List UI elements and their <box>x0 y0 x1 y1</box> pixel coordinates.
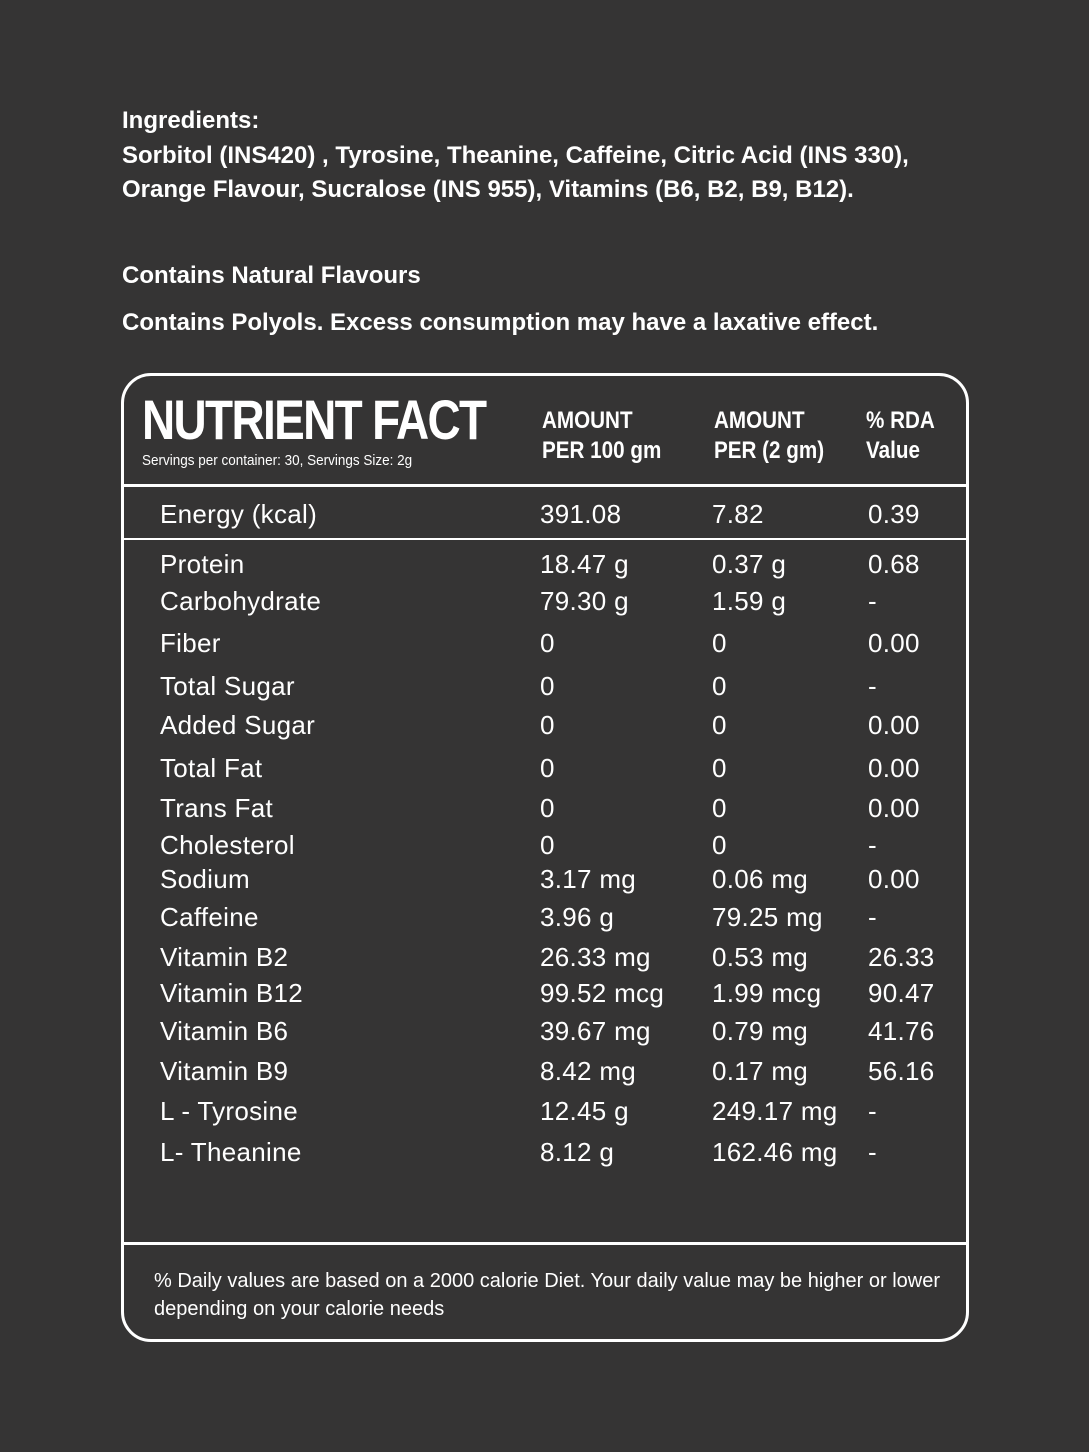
rda-value: 0.00 <box>868 864 920 894</box>
amount-per-100g: 0 <box>540 830 555 860</box>
rda-value: - <box>868 1096 877 1126</box>
daily-value-footnote: % Daily values are based on a 2000 calorie Diet. Your daily value may be higher or lower depending on your calorie needs <box>154 1270 941 1320</box>
amount-per-100g: 39.67 mg <box>540 1016 651 1046</box>
nutrient-name: Total Fat <box>160 753 263 783</box>
header-rda <box>866 406 935 466</box>
nutrient-name: Trans Fat <box>160 793 273 823</box>
table-row <box>124 709 966 741</box>
amount-per-100g: 0 <box>540 710 555 740</box>
rda-value: 0.00 <box>868 710 920 740</box>
table-row <box>124 792 966 824</box>
rda-value: - <box>868 1137 877 1167</box>
nutrient-name: Caffeine <box>160 902 259 932</box>
table-row <box>124 1015 966 1047</box>
table-row <box>124 1095 966 1127</box>
rda-value: 0.00 <box>868 753 920 783</box>
energy-per100: 391.08 <box>540 499 622 529</box>
nutrient-name: Protein <box>160 549 245 579</box>
rda-value: - <box>868 830 877 860</box>
table-row <box>124 670 966 702</box>
amount-per-serving: 249.17 mg <box>712 1096 838 1126</box>
table-row <box>124 863 966 895</box>
amount-per-100g: 3.96 g <box>540 902 615 932</box>
table-row <box>124 829 966 861</box>
amount-per-100g: 12.45 g <box>540 1096 629 1126</box>
amount-per-100g: 8.12 g <box>540 1137 615 1167</box>
amount-per-serving: 0 <box>712 830 727 860</box>
rda-value: 26.33 <box>868 942 935 972</box>
amount-per-serving: 0 <box>712 793 727 823</box>
nutrient-name: Carbohydrate <box>160 586 322 616</box>
header-per-100g-line1: AMOUNT <box>542 407 633 434</box>
nutrient-name: L - Tyrosine <box>160 1096 298 1126</box>
nutrient-name: Added Sugar <box>160 710 316 740</box>
amount-per-100g: 26.33 mg <box>540 942 651 972</box>
table-row <box>124 901 966 933</box>
amount-per-100g: 3.17 mg <box>540 864 637 894</box>
table-row <box>124 752 966 784</box>
polyols-warning: Contains Polyols. Excess consumption may have a laxative effect. <box>122 309 879 336</box>
table-row <box>124 941 966 973</box>
rda-value: 0.68 <box>868 549 920 579</box>
table-row <box>124 627 966 659</box>
amount-per-serving: 1.99 mcg <box>712 978 822 1008</box>
amount-per-serving: 162.46 mg <box>712 1137 838 1167</box>
amount-per-100g: 0 <box>540 628 555 658</box>
nutrient-name: Vitamin B9 <box>160 1056 289 1086</box>
rda-value: - <box>868 902 877 932</box>
amount-per-100g: 8.42 mg <box>540 1056 637 1086</box>
amount-per-100g: 18.47 g <box>540 549 629 579</box>
energy-name: Energy (kcal) <box>160 499 318 529</box>
nutrient-name: Fiber <box>160 628 221 658</box>
amount-per-serving: 1.59 g <box>712 586 787 616</box>
rda-value: - <box>868 586 877 616</box>
header-per-serving-line2: PER (2 gm) <box>714 437 825 464</box>
amount-per-serving: 0 <box>712 628 727 658</box>
nutrition-panel <box>121 373 969 1342</box>
amount-per-serving: 0 <box>712 671 727 701</box>
nutrient-name: Cholesterol <box>160 830 295 860</box>
table-row <box>124 585 966 617</box>
header-rda-line1: % RDA <box>866 407 935 434</box>
ingredients-text: Sorbitol (INS420) , Tyrosine, Theanine, Caffeine, Citric Acid (INS 330), Orange Flavour, Sucralose (INS 955), Vitamins (B6, B2, B9, B12). <box>122 141 909 203</box>
amount-per-serving: 0.37 g <box>712 549 787 579</box>
rda-value: 41.76 <box>868 1016 935 1046</box>
amount-per-serving: 0.53 mg <box>712 942 809 972</box>
header-rda-line2: Value <box>866 437 920 464</box>
nutrient-name: Vitamin B6 <box>160 1016 289 1046</box>
natural-flavours-note: Contains Natural Flavours <box>122 262 421 289</box>
table-row <box>124 1136 966 1168</box>
nutrient-name: Total Sugar <box>160 671 295 701</box>
amount-per-serving: 0.06 mg <box>712 864 809 894</box>
rda-value: 0.00 <box>868 628 920 658</box>
amount-per-serving: 79.25 mg <box>712 902 823 932</box>
nutrient-name: Sodium <box>160 864 250 894</box>
table-row <box>124 977 966 1009</box>
table-row <box>124 1055 966 1087</box>
header-per-serving <box>714 406 824 466</box>
rda-value: - <box>868 671 877 701</box>
amount-per-100g: 0 <box>540 671 555 701</box>
ingredients-heading: Ingredients: <box>122 107 260 134</box>
amount-per-serving: 0.79 mg <box>712 1016 809 1046</box>
amount-per-100g: 99.52 mcg <box>540 978 665 1008</box>
rda-value: 0.00 <box>868 793 920 823</box>
amount-per-serving: 0 <box>712 710 727 740</box>
table-row <box>124 548 966 580</box>
energy-rda: 0.39 <box>868 499 920 529</box>
energy-row <box>124 498 966 530</box>
rda-value: 90.47 <box>868 978 935 1008</box>
amount-per-100g: 0 <box>540 753 555 783</box>
rda-value: 56.16 <box>868 1056 935 1086</box>
header-per-100g-line2: PER 100 gm <box>542 437 662 464</box>
ingredients-block <box>122 104 942 208</box>
amount-per-100g: 0 <box>540 793 555 823</box>
nutrient-name: Vitamin B12 <box>160 978 304 1008</box>
nutrient-name: L- Theanine <box>160 1137 302 1167</box>
servings-info: Servings per container: 30, Servings Size: 2g <box>142 452 413 469</box>
panel-title: NUTRIENT FACT <box>142 388 486 451</box>
header-divider <box>124 484 966 487</box>
header-per-100g <box>542 406 661 466</box>
amount-per-100g: 79.30 g <box>540 586 629 616</box>
nutrient-name: Vitamin B2 <box>160 942 289 972</box>
energy-divider <box>124 538 966 540</box>
header-per-serving-line1: AMOUNT <box>714 407 805 434</box>
footnote-divider <box>124 1242 966 1245</box>
energy-per-serving: 7.82 <box>712 499 764 529</box>
amount-per-serving: 0 <box>712 753 727 783</box>
amount-per-serving: 0.17 mg <box>712 1056 809 1086</box>
